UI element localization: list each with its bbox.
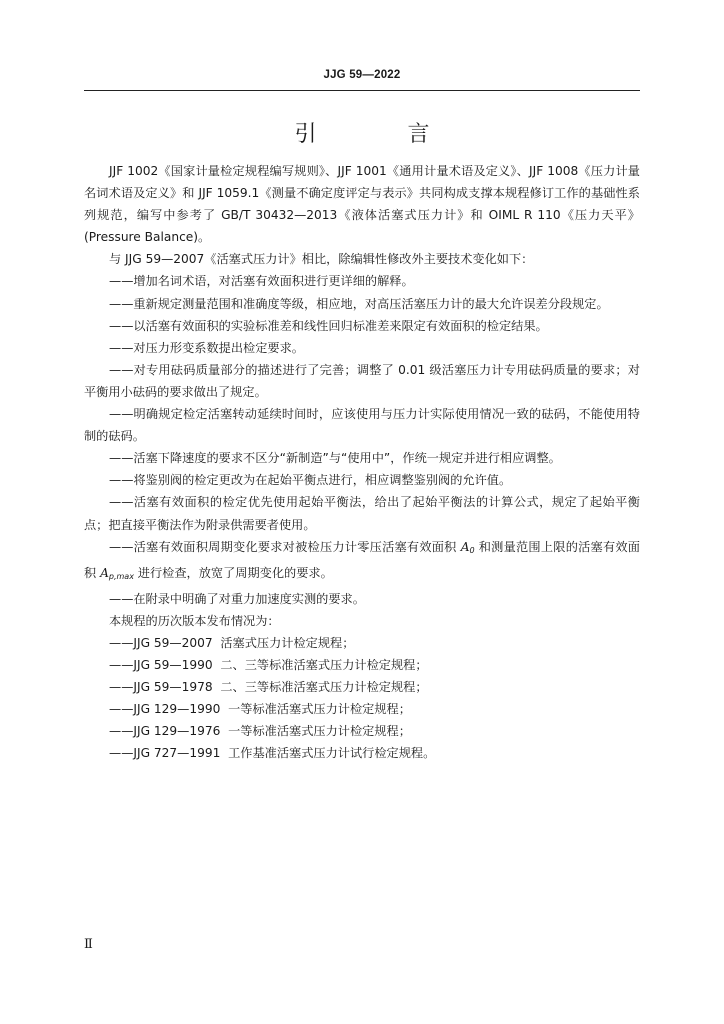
symbol-effective-area: A (460, 539, 470, 554)
section-title: 引 言 (294, 122, 472, 147)
paragraph: 与 JJG 59—2007《活塞式压力计》相比，除编辑性修改外主要技术变化如下： (109, 252, 534, 267)
header-rule (84, 90, 640, 91)
history-item: ——JJG 727—1991 工作基准活塞式压力计试行检定规程。 (109, 746, 436, 761)
body-text (84, 160, 640, 765)
list-item: ——重新规定测量范围和准确度等级，相应地，对高压活塞压力计的最大允许误差分段规定。 (109, 296, 609, 311)
list-item: ——活塞有效面积的检定优先使用起始平衡法，给出了起始平衡法的计算公式，规定了起始平衡点；把直接平衡法作为附录供需要者使用。 (84, 495, 640, 532)
history-item: ——JJG 59—2007 活塞式压力计检定规程； (109, 635, 355, 650)
list-item: ——对压力形变系数提出检定要求。 (109, 340, 304, 355)
history-item: ——JJG 129—1990 一等标准活塞式压力计检定规程； (109, 702, 411, 717)
running-header: JJG 59—2022 (323, 69, 401, 81)
text-span: 和测量范围上限的活塞有效面积 (84, 539, 640, 580)
history-item: ——JJG 129—1976 一等标准活塞式压力计检定规程； (109, 724, 411, 739)
list-item: ——对专用砝码质量部分的描述进行了完善；调整了 0.01 级活塞压力计专用砝码质量的要求；对平衡用小砝码的要求做出了规定。 (84, 362, 640, 399)
page-number: Ⅱ (84, 937, 93, 952)
symbol-subscript: p,max (108, 571, 134, 581)
list-item: ——明确规定检定活塞转动延续时间时，应该使用与压力计实际使用情况一致的砝码，不能使用特制的砝码。 (84, 407, 640, 444)
list-item: ——将鉴别阀的检定更改为在起始平衡点进行，相应调整鉴别阀的允许值。 (109, 473, 512, 488)
symbol-effective-area-max: A (100, 565, 109, 580)
paragraph: JJF 1002《国家计量检定规程编写规则》、JJF 1001《通用计量术语及定义》、JJF 1008《压力计量名词术语及定义》和 JJF 1059.1《测量不确定度评定与表示》共同构成支撑本规程修订工作的基础性系列规范，编写中参考了 GB/T 30432—2013《液体活塞式压力计》和 OIML R 110《压力天平》(Pressure Balance)。 (84, 164, 640, 245)
list-item: ——以活塞有效面积的实验标准差和线性回归标准差来限定有效面积的检定结果。 (109, 318, 548, 333)
text-span: 进行检查，放宽了周期变化的要求。 (133, 565, 333, 580)
list-item: ——增加名词术语，对活塞有效面积进行更详细的解释。 (109, 274, 414, 289)
history-item: ——JJG 59—1990 二、三等标准活塞式压力计检定规程； (109, 658, 428, 673)
history-item: ——JJG 59—1978 二、三等标准活塞式压力计检定规程； (109, 680, 428, 695)
paragraph: 本规程的历次版本发布情况为： (109, 613, 280, 628)
list-item: ——活塞下降速度的要求不区分“新制造”与“使用中”，作统一规定并进行相应调整。 (109, 451, 561, 466)
list-item-period-variation (84, 536, 640, 588)
text-span: ——活塞有效面积周期变化要求对被检压力计零压活塞有效面积 (109, 539, 461, 554)
list-item: ——在附录中明确了对重力加速度实测的要求。 (109, 591, 365, 606)
symbol-subscript: 0 (469, 545, 475, 555)
